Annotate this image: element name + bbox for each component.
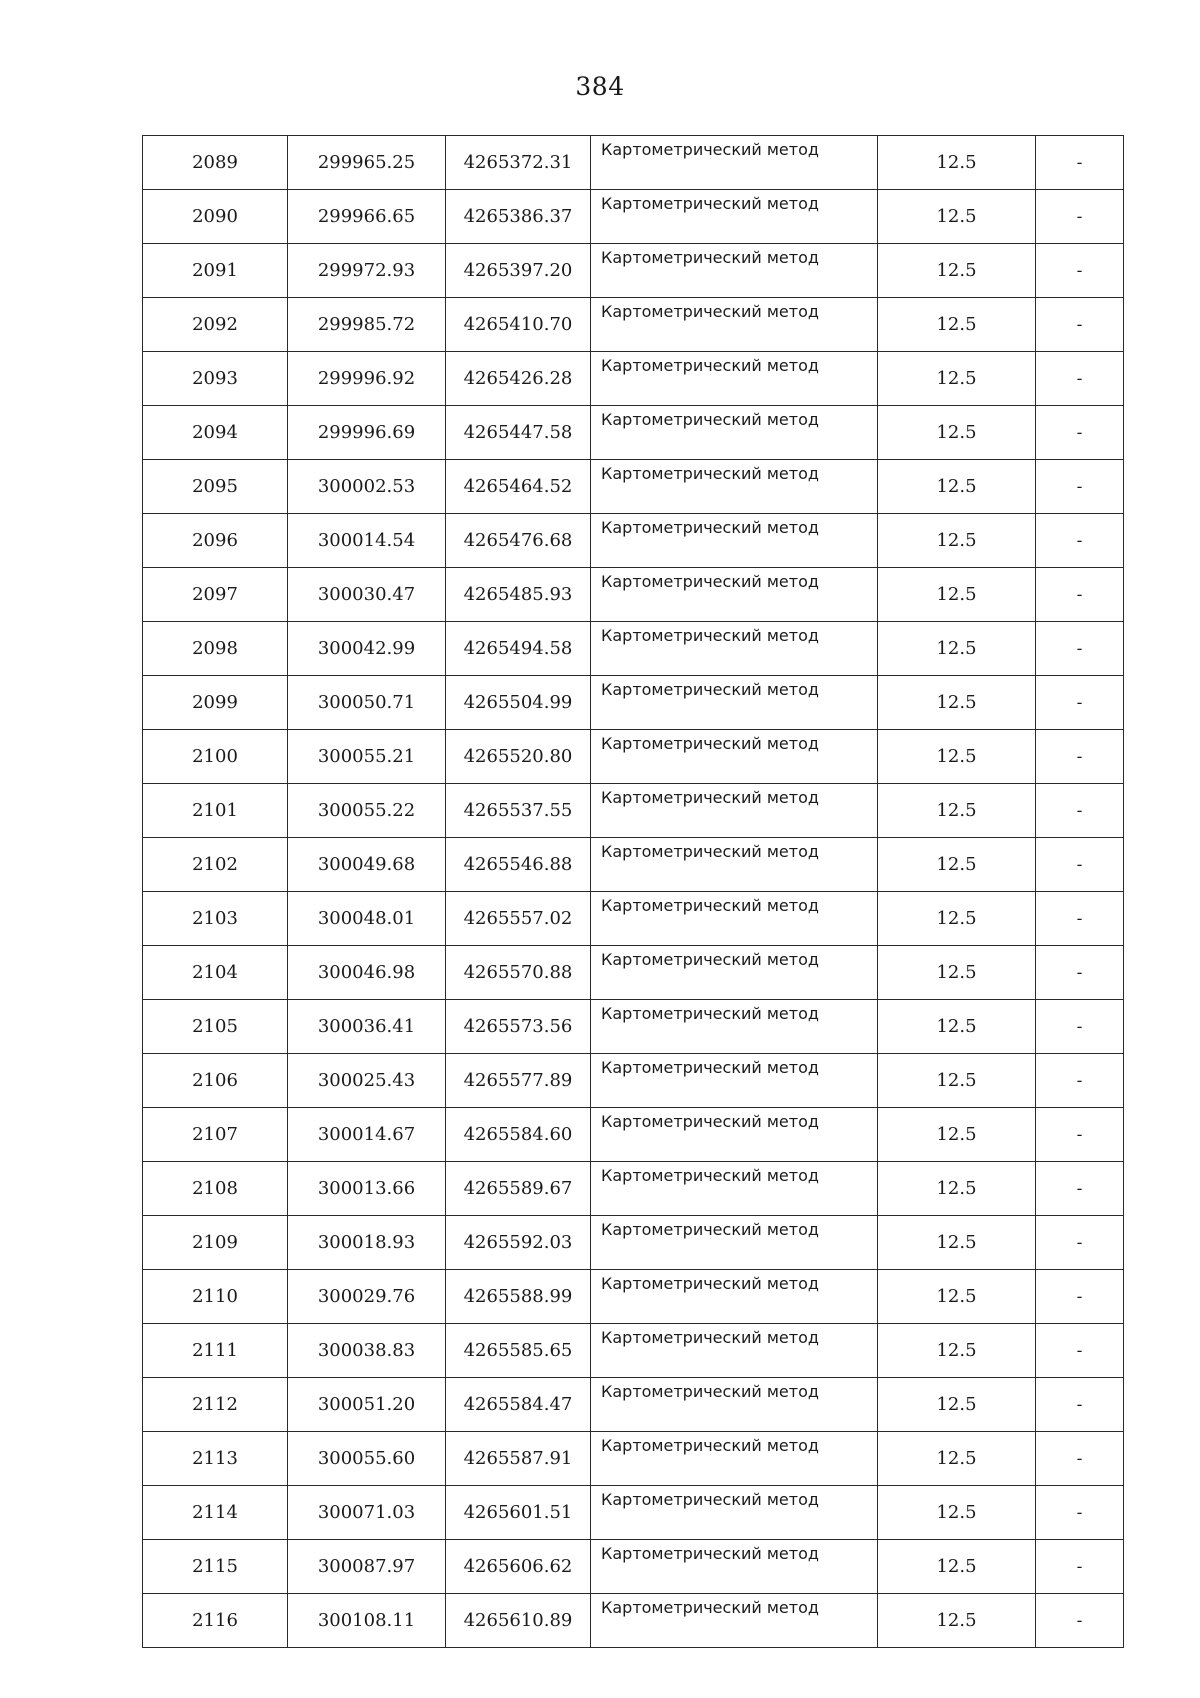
accuracy-cell: 12.5	[878, 406, 1036, 460]
table-row	[143, 1162, 1124, 1216]
table-row	[143, 460, 1124, 514]
note-cell: -	[1036, 1432, 1124, 1486]
coordinate-x-cell: 300049.68	[288, 838, 446, 892]
point-number-cell: 2100	[143, 730, 288, 784]
accuracy-cell: 12.5	[878, 352, 1036, 406]
coordinate-x-cell: 300055.21	[288, 730, 446, 784]
coordinate-x-cell: 300055.22	[288, 784, 446, 838]
method-cell: Картометрический метод	[591, 1162, 878, 1216]
coordinate-y-cell: 4265485.93	[446, 568, 591, 622]
method-cell: Картометрический метод	[591, 1594, 878, 1648]
coordinate-x-cell: 300050.71	[288, 676, 446, 730]
table-row	[143, 1324, 1124, 1378]
table-row	[143, 298, 1124, 352]
note-cell: -	[1036, 784, 1124, 838]
note-cell: -	[1036, 1108, 1124, 1162]
coordinate-y-cell: 4265476.68	[446, 514, 591, 568]
note-cell: -	[1036, 946, 1124, 1000]
point-number-cell: 2116	[143, 1594, 288, 1648]
accuracy-cell: 12.5	[878, 1216, 1036, 1270]
accuracy-cell: 12.5	[878, 190, 1036, 244]
coordinate-x-cell: 299996.92	[288, 352, 446, 406]
method-cell: Картометрический метод	[591, 298, 878, 352]
coordinate-y-cell: 4265585.65	[446, 1324, 591, 1378]
note-cell: -	[1036, 244, 1124, 298]
coordinate-y-cell: 4265464.52	[446, 460, 591, 514]
point-number-cell: 2112	[143, 1378, 288, 1432]
accuracy-cell: 12.5	[878, 1270, 1036, 1324]
coordinate-y-cell: 4265426.28	[446, 352, 591, 406]
method-cell: Картометрический метод	[591, 1054, 878, 1108]
table-row	[143, 1594, 1124, 1648]
method-cell: Картометрический метод	[591, 622, 878, 676]
accuracy-cell: 12.5	[878, 1432, 1036, 1486]
method-cell: Картометрический метод	[591, 1486, 878, 1540]
method-cell: Картометрический метод	[591, 730, 878, 784]
method-cell: Картометрический метод	[591, 514, 878, 568]
table-row	[143, 622, 1124, 676]
coordinates-table	[142, 135, 1124, 1648]
note-cell: -	[1036, 1216, 1124, 1270]
point-number-cell: 2102	[143, 838, 288, 892]
point-number-cell: 2090	[143, 190, 288, 244]
note-cell: -	[1036, 1270, 1124, 1324]
accuracy-cell: 12.5	[878, 1162, 1036, 1216]
table-row	[143, 1540, 1124, 1594]
coordinate-x-cell: 300055.60	[288, 1432, 446, 1486]
coordinate-y-cell: 4265386.37	[446, 190, 591, 244]
note-cell: -	[1036, 352, 1124, 406]
method-cell: Картометрический метод	[591, 1432, 878, 1486]
coordinate-y-cell: 4265589.67	[446, 1162, 591, 1216]
coordinate-y-cell: 4265587.91	[446, 1432, 591, 1486]
table-row	[143, 514, 1124, 568]
page-number: 384	[575, 72, 625, 101]
accuracy-cell: 12.5	[878, 1324, 1036, 1378]
table-row	[143, 352, 1124, 406]
method-cell: Картометрический метод	[591, 1000, 878, 1054]
coordinate-y-cell: 4265537.55	[446, 784, 591, 838]
accuracy-cell: 12.5	[878, 244, 1036, 298]
coordinate-x-cell: 300038.83	[288, 1324, 446, 1378]
table-row	[143, 1108, 1124, 1162]
point-number-cell: 2103	[143, 892, 288, 946]
table-row	[143, 1054, 1124, 1108]
method-cell: Картометрический метод	[591, 1108, 878, 1162]
point-number-cell: 2113	[143, 1432, 288, 1486]
accuracy-cell: 12.5	[878, 892, 1036, 946]
accuracy-cell: 12.5	[878, 1486, 1036, 1540]
accuracy-cell: 12.5	[878, 730, 1036, 784]
coordinate-x-cell: 300036.41	[288, 1000, 446, 1054]
accuracy-cell: 12.5	[878, 136, 1036, 190]
point-number-cell: 2106	[143, 1054, 288, 1108]
accuracy-cell: 12.5	[878, 1054, 1036, 1108]
coordinate-y-cell: 4265557.02	[446, 892, 591, 946]
point-number-cell: 2101	[143, 784, 288, 838]
table-row	[143, 136, 1124, 190]
coordinate-y-cell: 4265573.56	[446, 1000, 591, 1054]
coordinate-y-cell: 4265447.58	[446, 406, 591, 460]
coordinate-x-cell: 300051.20	[288, 1378, 446, 1432]
point-number-cell: 2098	[143, 622, 288, 676]
coordinate-y-cell: 4265610.89	[446, 1594, 591, 1648]
coordinate-x-cell: 300108.11	[288, 1594, 446, 1648]
note-cell: -	[1036, 298, 1124, 352]
coordinate-x-cell: 300014.67	[288, 1108, 446, 1162]
method-cell: Картометрический метод	[591, 946, 878, 1000]
table-row	[143, 1270, 1124, 1324]
method-cell: Картометрический метод	[591, 838, 878, 892]
accuracy-cell: 12.5	[878, 568, 1036, 622]
point-number-cell: 2092	[143, 298, 288, 352]
accuracy-cell: 12.5	[878, 1540, 1036, 1594]
method-cell: Картометрический метод	[591, 244, 878, 298]
table-row	[143, 676, 1124, 730]
point-number-cell: 2107	[143, 1108, 288, 1162]
note-cell: -	[1036, 1486, 1124, 1540]
point-number-cell: 2104	[143, 946, 288, 1000]
point-number-cell: 2093	[143, 352, 288, 406]
method-cell: Картометрический метод	[591, 406, 878, 460]
point-number-cell: 2114	[143, 1486, 288, 1540]
coordinate-x-cell: 300042.99	[288, 622, 446, 676]
coordinate-x-cell: 299972.93	[288, 244, 446, 298]
note-cell: -	[1036, 892, 1124, 946]
point-number-cell: 2109	[143, 1216, 288, 1270]
point-number-cell: 2105	[143, 1000, 288, 1054]
point-number-cell: 2096	[143, 514, 288, 568]
note-cell: -	[1036, 568, 1124, 622]
accuracy-cell: 12.5	[878, 622, 1036, 676]
table-row	[143, 568, 1124, 622]
note-cell: -	[1036, 838, 1124, 892]
table-row	[143, 892, 1124, 946]
method-cell: Картометрический метод	[591, 568, 878, 622]
note-cell: -	[1036, 1324, 1124, 1378]
coordinate-x-cell: 300002.53	[288, 460, 446, 514]
note-cell: -	[1036, 622, 1124, 676]
coordinate-y-cell: 4265410.70	[446, 298, 591, 352]
table-row	[143, 1432, 1124, 1486]
table-row	[143, 946, 1124, 1000]
accuracy-cell: 12.5	[878, 1594, 1036, 1648]
coordinate-y-cell: 4265397.20	[446, 244, 591, 298]
method-cell: Картометрический метод	[591, 190, 878, 244]
method-cell: Картометрический метод	[591, 1270, 878, 1324]
note-cell: -	[1036, 190, 1124, 244]
note-cell: -	[1036, 1378, 1124, 1432]
note-cell: -	[1036, 1540, 1124, 1594]
point-number-cell: 2095	[143, 460, 288, 514]
point-number-cell: 2115	[143, 1540, 288, 1594]
note-cell: -	[1036, 460, 1124, 514]
table-row	[143, 1486, 1124, 1540]
method-cell: Картометрический метод	[591, 1216, 878, 1270]
accuracy-cell: 12.5	[878, 676, 1036, 730]
coordinate-x-cell: 300029.76	[288, 1270, 446, 1324]
table-row	[143, 1000, 1124, 1054]
coordinate-x-cell: 300013.66	[288, 1162, 446, 1216]
method-cell: Картометрический метод	[591, 676, 878, 730]
method-cell: Картометрический метод	[591, 892, 878, 946]
note-cell: -	[1036, 676, 1124, 730]
note-cell: -	[1036, 136, 1124, 190]
note-cell: -	[1036, 1594, 1124, 1648]
table-row	[143, 406, 1124, 460]
table-row	[143, 244, 1124, 298]
accuracy-cell: 12.5	[878, 514, 1036, 568]
coordinate-x-cell: 300025.43	[288, 1054, 446, 1108]
coordinate-y-cell: 4265584.60	[446, 1108, 591, 1162]
accuracy-cell: 12.5	[878, 838, 1036, 892]
coordinate-x-cell: 300087.97	[288, 1540, 446, 1594]
note-cell: -	[1036, 406, 1124, 460]
coordinate-y-cell: 4265520.80	[446, 730, 591, 784]
coordinate-x-cell: 300046.98	[288, 946, 446, 1000]
coordinate-y-cell: 4265570.88	[446, 946, 591, 1000]
coordinate-y-cell: 4265504.99	[446, 676, 591, 730]
note-cell: -	[1036, 730, 1124, 784]
coordinate-x-cell: 300071.03	[288, 1486, 446, 1540]
coordinate-x-cell: 300014.54	[288, 514, 446, 568]
table-row	[143, 1216, 1124, 1270]
coordinates-table-body	[143, 136, 1124, 1648]
method-cell: Картометрический метод	[591, 352, 878, 406]
method-cell: Картометрический метод	[591, 460, 878, 514]
coordinate-x-cell: 300030.47	[288, 568, 446, 622]
coordinate-y-cell: 4265601.51	[446, 1486, 591, 1540]
point-number-cell: 2110	[143, 1270, 288, 1324]
accuracy-cell: 12.5	[878, 460, 1036, 514]
accuracy-cell: 12.5	[878, 946, 1036, 1000]
method-cell: Картометрический метод	[591, 1324, 878, 1378]
point-number-cell: 2099	[143, 676, 288, 730]
accuracy-cell: 12.5	[878, 1000, 1036, 1054]
coordinate-y-cell: 4265584.47	[446, 1378, 591, 1432]
accuracy-cell: 12.5	[878, 784, 1036, 838]
table-row	[143, 730, 1124, 784]
table-row	[143, 190, 1124, 244]
coordinate-x-cell: 300018.93	[288, 1216, 446, 1270]
coordinate-y-cell: 4265494.58	[446, 622, 591, 676]
coordinate-x-cell: 299985.72	[288, 298, 446, 352]
coordinate-x-cell: 300048.01	[288, 892, 446, 946]
method-cell: Картометрический метод	[591, 784, 878, 838]
method-cell: Картометрический метод	[591, 1378, 878, 1432]
table-row	[143, 784, 1124, 838]
point-number-cell: 2094	[143, 406, 288, 460]
coordinate-y-cell: 4265588.99	[446, 1270, 591, 1324]
coordinate-x-cell: 299966.65	[288, 190, 446, 244]
point-number-cell: 2091	[143, 244, 288, 298]
coordinate-x-cell: 299965.25	[288, 136, 446, 190]
accuracy-cell: 12.5	[878, 298, 1036, 352]
point-number-cell: 2111	[143, 1324, 288, 1378]
note-cell: -	[1036, 1162, 1124, 1216]
coordinate-y-cell: 4265592.03	[446, 1216, 591, 1270]
point-number-cell: 2108	[143, 1162, 288, 1216]
point-number-cell: 2089	[143, 136, 288, 190]
accuracy-cell: 12.5	[878, 1378, 1036, 1432]
method-cell: Картометрический метод	[591, 136, 878, 190]
point-number-cell: 2097	[143, 568, 288, 622]
coordinate-y-cell: 4265606.62	[446, 1540, 591, 1594]
note-cell: -	[1036, 514, 1124, 568]
accuracy-cell: 12.5	[878, 1108, 1036, 1162]
note-cell: -	[1036, 1000, 1124, 1054]
coordinate-y-cell: 4265577.89	[446, 1054, 591, 1108]
coordinate-x-cell: 299996.69	[288, 406, 446, 460]
coordinate-y-cell: 4265546.88	[446, 838, 591, 892]
method-cell: Картометрический метод	[591, 1540, 878, 1594]
coordinate-y-cell: 4265372.31	[446, 136, 591, 190]
note-cell: -	[1036, 1054, 1124, 1108]
table-row	[143, 838, 1124, 892]
table-row	[143, 1378, 1124, 1432]
